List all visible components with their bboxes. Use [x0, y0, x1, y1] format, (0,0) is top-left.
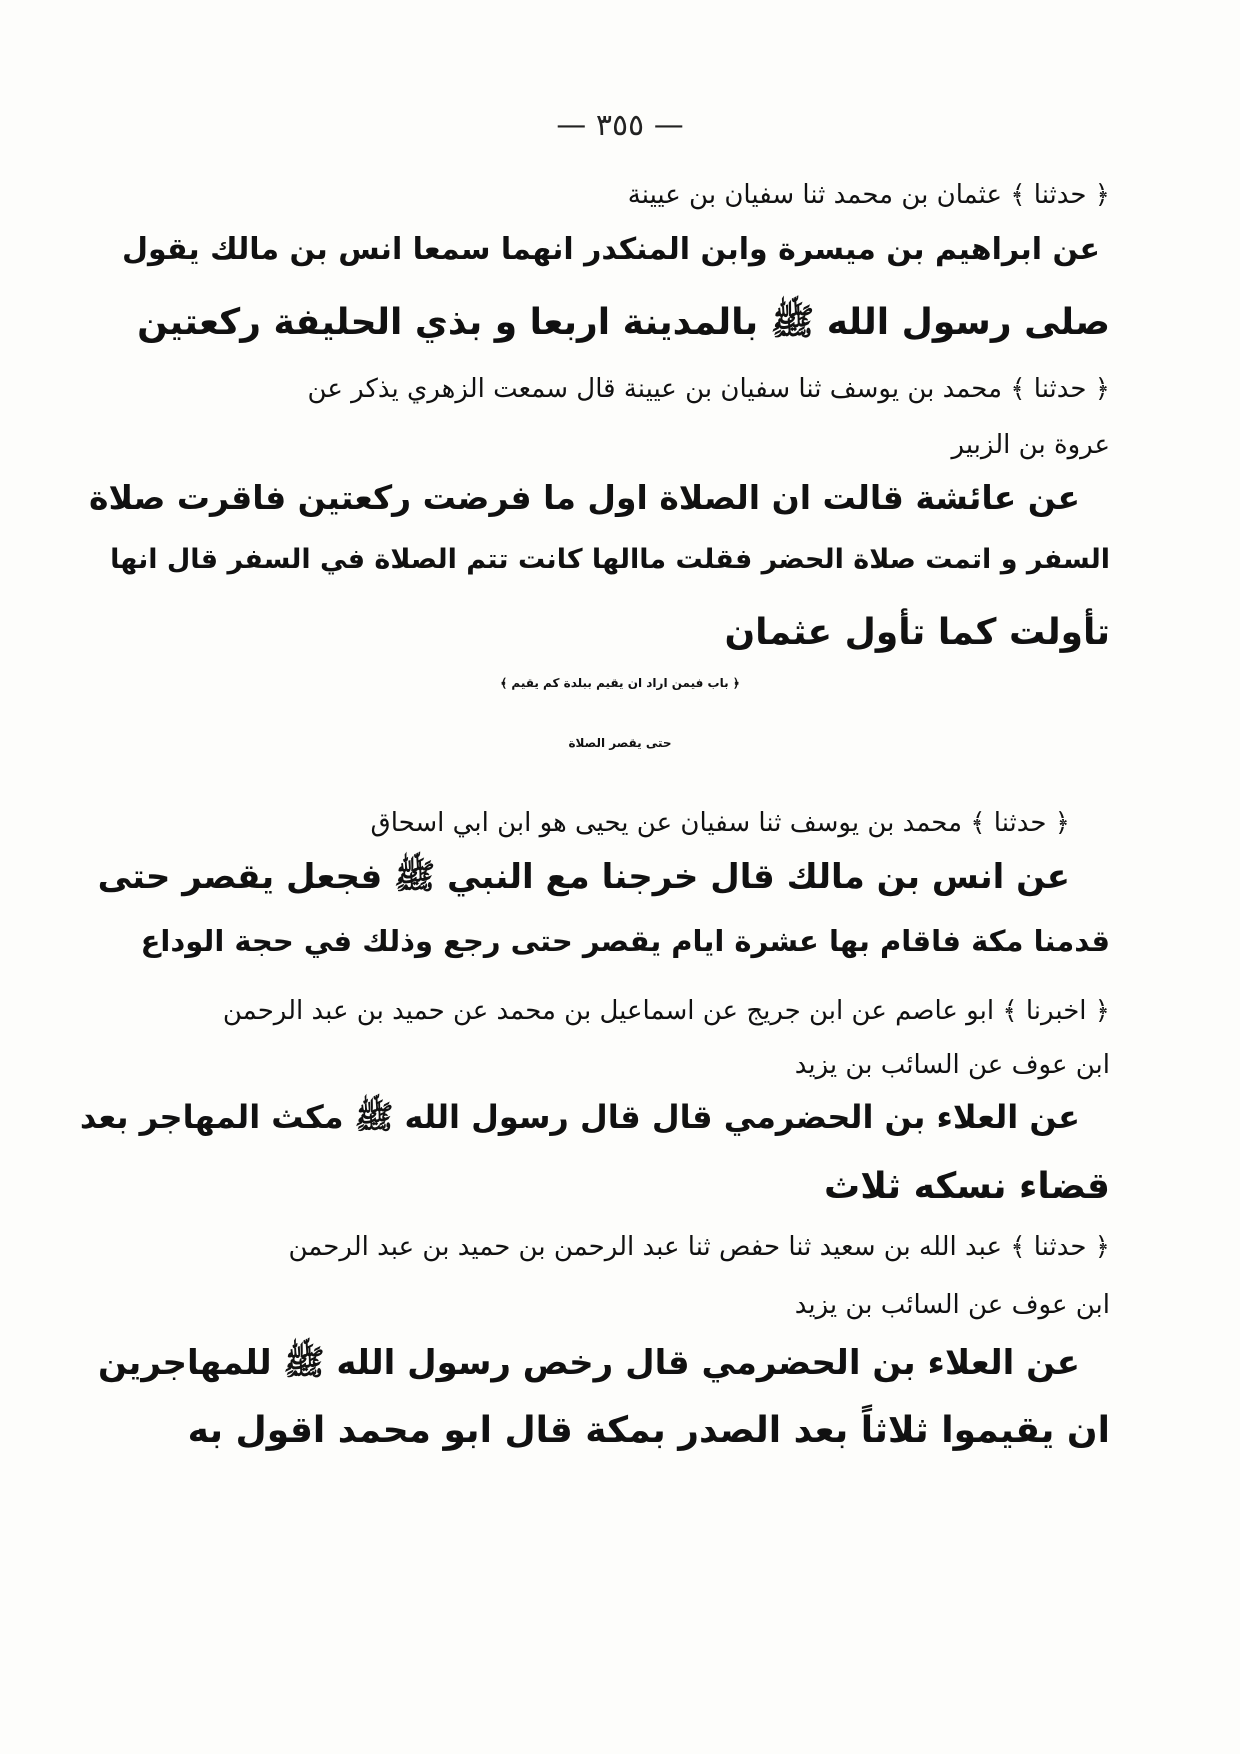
- matn-line-8: عن العلاء بن الحضرمي قال قال رسول الله ﷺ مكث المهاجر بعد: [79, 1098, 1080, 1136]
- matn-line-11: ان يقيموا ثلاثاً بعد الصدر بمكة قال ابو محمد اقول به: [187, 1410, 1110, 1451]
- page-number: — ٣٥٥ —: [556, 108, 684, 143]
- isnad-line-1: ﴿ حدثنا ﴾ عثمان بن محمد ثنا سفيان بن عيينة: [627, 180, 1110, 210]
- isnad-line-6: ابن عوف عن السائب بن يزيد: [794, 1050, 1110, 1080]
- isnad-line-2: ﴿ حدثنا ﴾ محمد بن يوسف ثنا سفيان بن عيينة قال سمعت الزهري يذكر عن: [307, 374, 1110, 404]
- matn-line-1: عن ابراهيم بن ميسرة وابن المنكدر انهما سمعا انس بن مالك يقول: [121, 232, 1100, 267]
- matn-line-6: عن انس بن مالك قال خرجنا مع النبي ﷺ فجعل يقصر حتى: [97, 857, 1070, 897]
- chapter-heading: ﴿ باب فيمن اراد ان يقيم ببلدة كم يقيم ﴾: [500, 676, 740, 690]
- matn-line-5: تأولت كما تأول عثمان: [724, 612, 1110, 653]
- isnad-line-4: ﴿ حدثنا ﴾ محمد بن يوسف ثنا سفيان عن يحيى هو ابن ابي اسحاق: [370, 808, 1070, 838]
- isnad-line-8: ابن عوف عن السائب بن يزيد: [794, 1290, 1110, 1320]
- matn-line-10: عن العلاء بن الحضرمي قال رخص رسول الله ﷺ للمهاجرين: [97, 1343, 1080, 1383]
- matn-line-7: قدمنا مكة فاقام بها عشرة ايام يقصر حتى رجع وذلك في حجة الوداع: [140, 924, 1110, 958]
- matn-line-2: صلى رسول الله ﷺ بالمدينة اربعا و بذي الحليفة ركعتين: [137, 302, 1110, 343]
- isnad-line-3: عروة بن الزبير: [951, 430, 1110, 460]
- matn-line-9: قضاء نسكه ثلاث: [824, 1166, 1110, 1207]
- isnad-line-5: ﴿ اخبرنا ﴾ ابو عاصم عن ابن جريج عن اسماعيل بن محمد عن حميد بن عبد الرحمن: [222, 996, 1110, 1026]
- chapter-heading-cont: حتى يقصر الصلاة: [568, 736, 672, 750]
- matn-line-3: عن عائشة قالت ان الصلاة اول ما فرضت ركعتين فاقرت صلاة: [88, 478, 1080, 517]
- isnad-line-7: ﴿ حدثنا ﴾ عبد الله بن سعيد ثنا حفص ثنا عبد الرحمن بن حميد بن عبد الرحمن: [288, 1232, 1110, 1262]
- matn-line-4: السفر و اتمت صلاة الحضر فقلت ماالها كانت تتم الصلاة في السفر قال انها: [110, 544, 1110, 575]
